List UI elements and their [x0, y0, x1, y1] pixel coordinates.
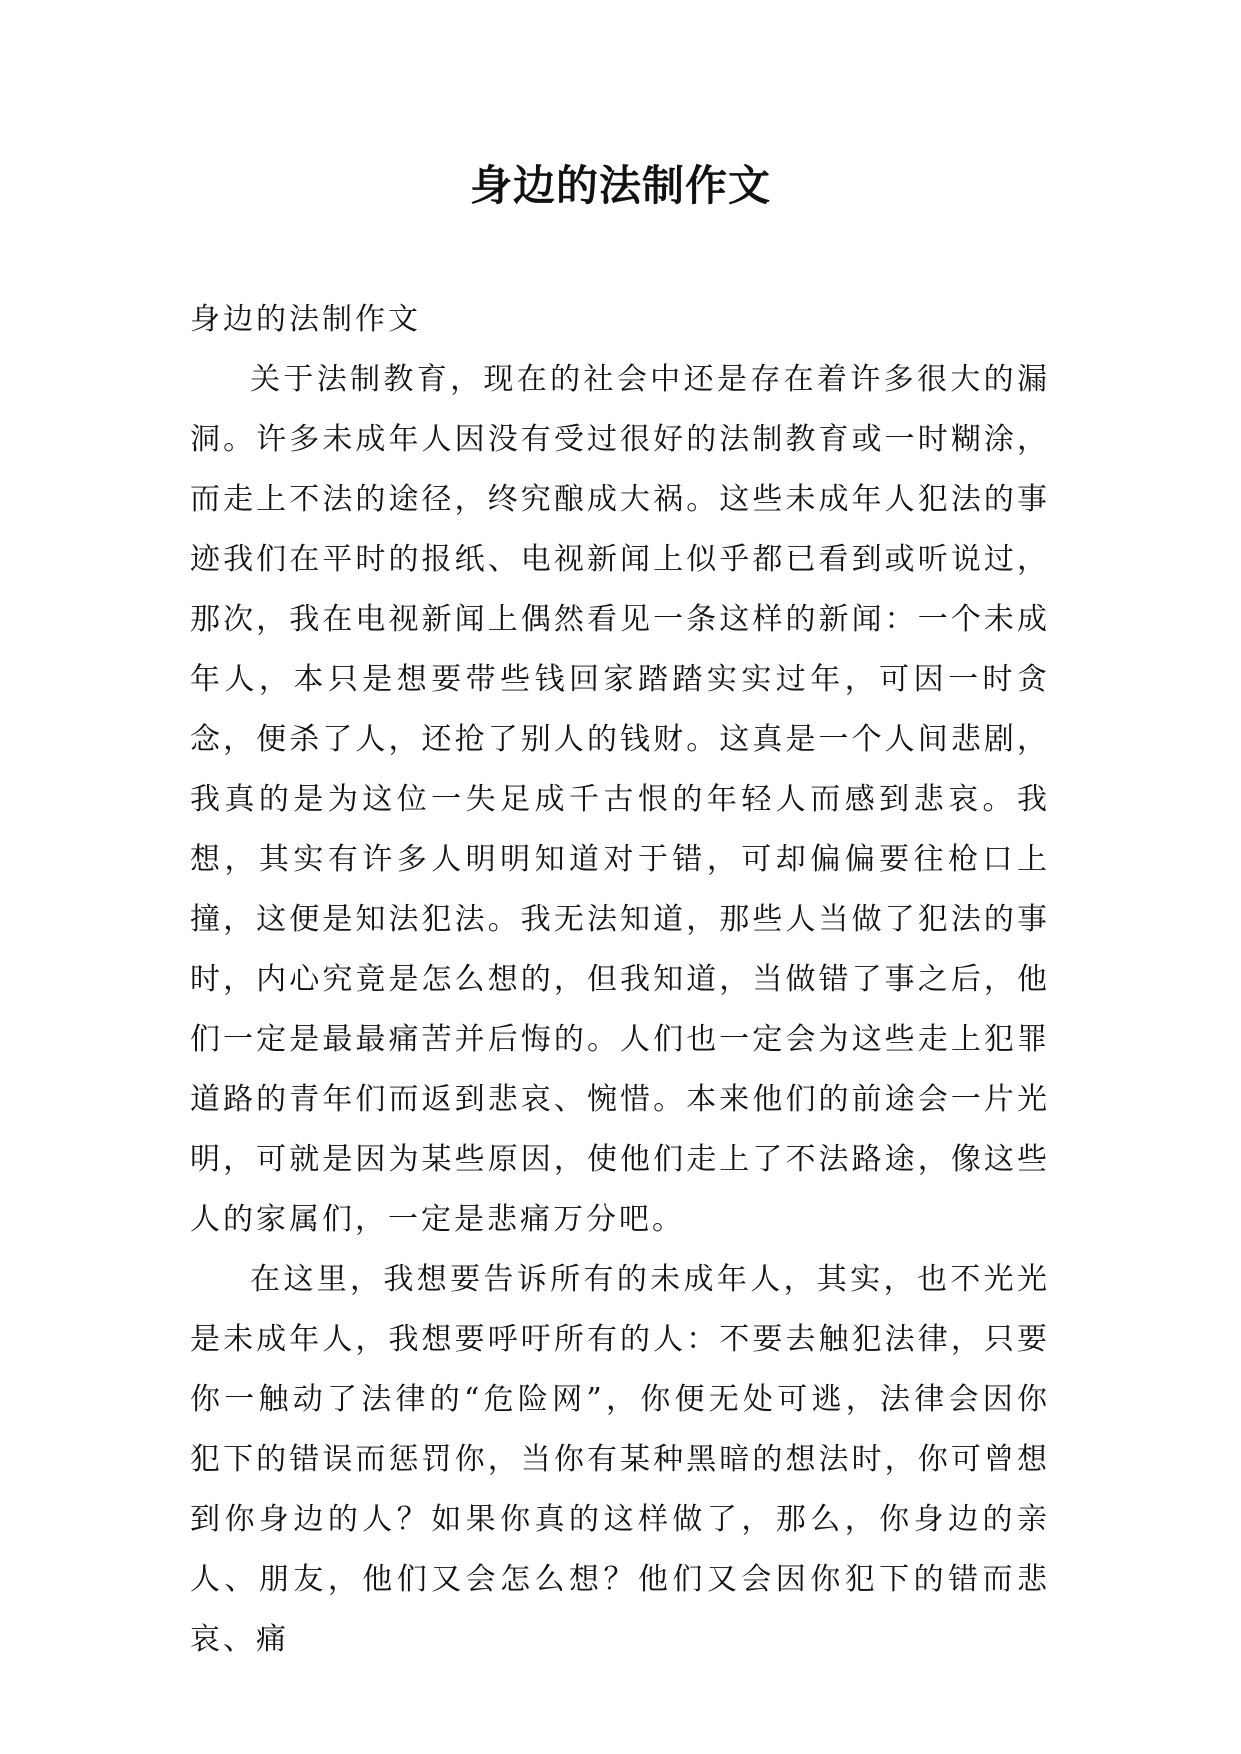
document-subtitle: 身边的法制作文: [190, 302, 421, 337]
paragraph-2: 在这里，我想要告诉所有的未成年人，其实，也不光光是未成年人，我想要呼吁所有的人：不要去触犯法律，只要你一触动了法律的“危险网”，你便无处可逃，法律会因你犯下的错误而惩罚你，当你有某种黑暗的想法时，你可曾想到你身边的人？如果你真的这样做了，那么，你身边的亲人、朋友，他们又会怎么想？他们又会因你犯下的错而悲哀、痛: [190, 1262, 1050, 1657]
document-body: [190, 290, 1050, 1670]
paragraph-1: 关于法制教育，现在的社会中还是存在着许多很大的漏洞。许多未成年人因没有受过很好的法制教育或一时糊涂，而走上不法的途径，终究酿成大祸。这些未成年人犯法的事迹我们在平时的报纸、电视新闻上似乎都已看到或听说过，那次，我在电视新闻上偶然看见一条这样的新闻：一个未成年人，本只是想要带些钱回家踏踏实实过年，可因一时贪念，便杀了人，还抢了别人的钱财。这真是一个人间悲剧，我真的是为这位一失足成千古恨的年轻人而感到悲哀。我想，其实有许多人明明知道对于错，可却偏偏要往枪口上撞，这便是知法犯法。我无法知道，那些人当做了犯法的事时，内心究竟是怎么想的，但我知道，当做错了事之后，他们一定是最最痛苦并后悔的。人们也一定会为这些走上犯罪道路的青年们而返到悲哀、惋惜。本来他们的前途会一片光明，可就是因为某些原因，使他们走上了不法路途，像这些人的家属们，一定是悲痛万分吧。: [190, 362, 1050, 1237]
page-title: 身边的法制作文: [469, 161, 771, 210]
